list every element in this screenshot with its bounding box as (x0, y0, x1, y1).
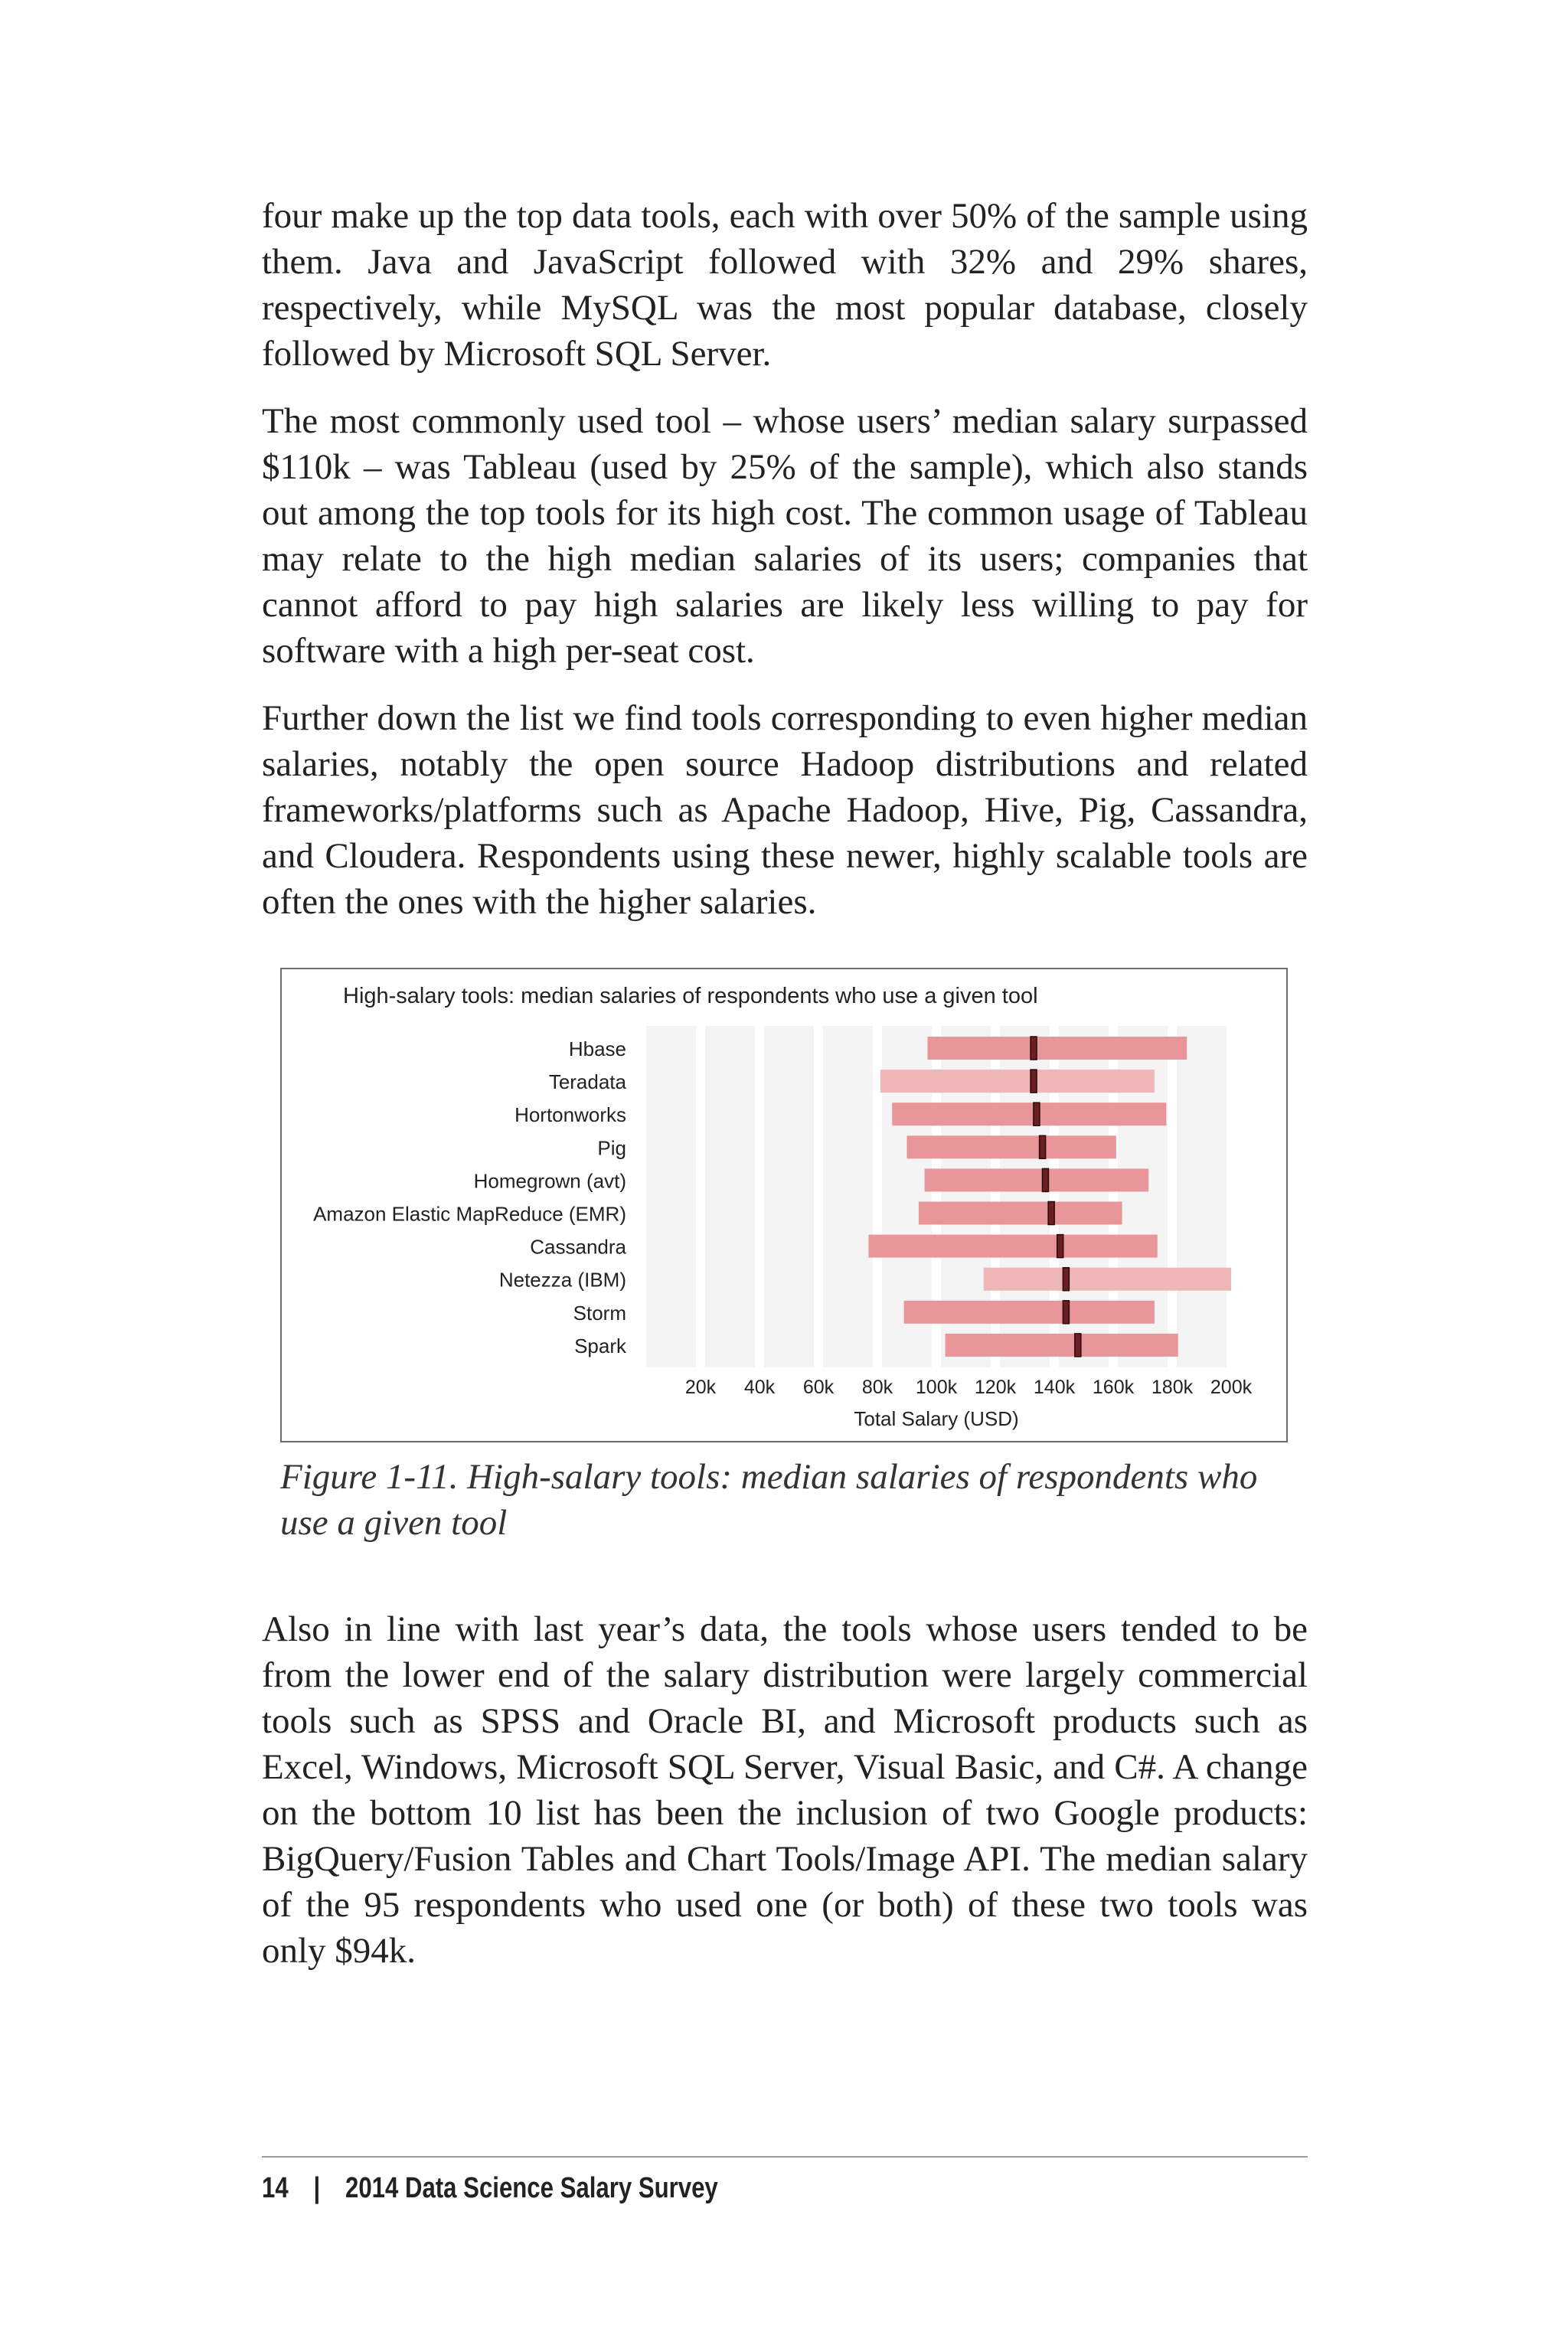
salary-range-bar (892, 1102, 1166, 1125)
x-tick-label: 120k (974, 1377, 1017, 1398)
category-label: Homegrown (avt) (473, 1169, 626, 1193)
x-tick-label: 200k (1210, 1377, 1253, 1398)
median-marker (1063, 1268, 1069, 1291)
salary-range-bar (904, 1301, 1155, 1324)
book-title: 2014 Data Science Salary Survey (345, 2172, 718, 2204)
category-label: Cassandra (530, 1235, 626, 1259)
category-label: Amazon Elastic MapReduce (EMR) (313, 1202, 626, 1226)
background-band (764, 1026, 814, 1367)
category-label: Hortonworks (514, 1103, 626, 1127)
salary-range-bar (880, 1070, 1155, 1093)
background-band (1177, 1026, 1227, 1367)
x-tick-label: 80k (861, 1377, 893, 1398)
salary-range-bar (927, 1037, 1187, 1060)
paragraph-3: Further down the list we find tools corresponding to even higher median salaries, notably the open source Hadoop distributions and related frameworks/platforms such as Apache Hadoop, Hive, Pig, Cassandra, and Cloudera. Respondents using these newer, highly scalable tools are often the ones with the higher salaries. (262, 698, 1308, 922)
figure-frame (280, 968, 1288, 1442)
salary-chart (282, 969, 1286, 1441)
median-marker (1063, 1301, 1069, 1324)
x-tick-label: 60k (802, 1377, 835, 1398)
salary-range-bar (984, 1268, 1231, 1291)
salary-range-bar (946, 1334, 1178, 1357)
background-band (646, 1026, 696, 1367)
x-axis-label: Total Salary (USD) (854, 1407, 1019, 1430)
footer-rule (262, 2156, 1308, 2158)
category-label: Netezza (IBM) (498, 1268, 626, 1292)
background-band (705, 1026, 755, 1367)
median-marker (1031, 1070, 1037, 1093)
x-tick-label: 20k (684, 1377, 717, 1398)
x-tick-label: 180k (1151, 1377, 1194, 1398)
x-tick-label: 140k (1033, 1377, 1076, 1398)
background-band (823, 1026, 873, 1367)
paragraph-2: The most commonly used tool – whose users’ median salary surpassed $110k – was Tableau (used by 25% of the sample), which also stands out among the top tools for its high cost. The common usage of Tableau may relate to the high median salaries of its users; companies that cannot afford to pay high salaries are likely less willing to pay for software with a high per-seat cost. (262, 401, 1308, 671)
median-marker (1042, 1168, 1048, 1191)
category-label: Hbase (568, 1037, 626, 1060)
figure-caption: Figure 1-11. High-salary tools: median salaries of respondents who use a given tool (280, 1457, 1258, 1543)
salary-range-bar (925, 1168, 1149, 1191)
category-label: Pig (597, 1136, 626, 1160)
footer-separator: | (313, 2172, 321, 2204)
x-tick-label: 40k (743, 1377, 776, 1398)
x-tick-label: 100k (915, 1377, 958, 1398)
median-marker (1057, 1235, 1063, 1258)
median-marker (1048, 1202, 1054, 1225)
page-number: 14 (262, 2172, 289, 2204)
x-tick-label: 160k (1092, 1377, 1135, 1398)
category-label: Teradata (548, 1070, 626, 1094)
salary-range-bar (919, 1202, 1122, 1225)
median-marker (1034, 1102, 1040, 1125)
median-marker (1040, 1135, 1046, 1158)
paragraph-1: four make up the top data tools, each with over 50% of the sample using them. Java and JavaScript followed with 32% and 29% shares, respectively, while MySQL was the most popular database, closely followed by Microsoft SQL Server. (262, 196, 1308, 374)
median-marker (1075, 1334, 1081, 1357)
category-label: Spark (574, 1334, 626, 1357)
salary-range-bar (868, 1235, 1157, 1258)
salary-range-bar (907, 1135, 1116, 1158)
median-marker (1031, 1037, 1037, 1060)
page-footer (262, 2165, 718, 2211)
chart-title: High-salary tools: median salaries of respondents who use a given tool (343, 984, 1038, 1008)
paragraph-4: Also in line with last year’s data, the tools whose users tended to be from the lower end of the salary distribution were largely commercial tools such as SPSS and Oracle BI, and Microsoft products such as Excel, Windows, Microsoft SQL Server, Visual Basic, and C#. A change on the bottom 10 list has been the inclusion of two Google products: BigQuery/Fusion Tables and Chart Tools/Image API. The median salary of the 95 respondents who used one (or both) of these two tools was only $94k. (262, 1609, 1308, 1971)
category-label: Storm (573, 1301, 626, 1325)
